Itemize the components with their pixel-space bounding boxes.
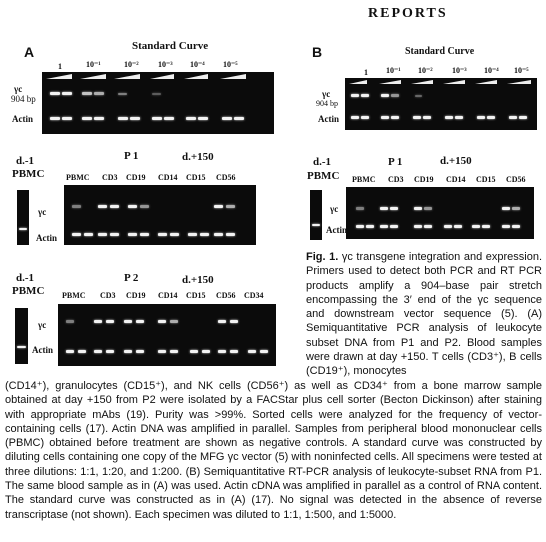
panel-a-p2-d150: d.+150 [182, 274, 214, 286]
dilution-label: 10⁻⁵ [514, 66, 529, 75]
panel-a-p2-gamma-label: γc [38, 320, 47, 330]
dilution-label: 10⁻² [124, 60, 139, 69]
panel-a-p1-gamma-label: γc [38, 207, 47, 217]
caption-right-text: γc transgene integration and expression. Primers used to detect both PCR and RT PCR products amplify a 904–base pair stretch encompassing the 3′ end of the γc sequence and downstream vector sequence (5). (A) Semiquantitative PCR analysis of leukocyte subset DNA from P1 and P2. Blood samples were drawn at day +150. T cells (CD3⁺), B cells (CD19⁺), monocytes [306, 251, 543, 378]
lane-label: CD3 [388, 175, 404, 184]
dilution-label: 10⁻⁴ [484, 66, 499, 75]
lane-label: CD56 [216, 173, 236, 182]
panel-a-curve-title: Standard Curve [132, 40, 209, 52]
panel-b-standard-curve-gel [345, 78, 537, 130]
caption-full [5, 379, 542, 522]
panel-a-p1-actin-label: Actin [36, 233, 57, 243]
panel-a-p2-gel [58, 304, 276, 366]
panel-b-p1-gamma-label: γc [330, 204, 339, 214]
dilution-label: 10⁻³ [452, 66, 467, 75]
section-header: REPORTS [368, 6, 448, 21]
dilution-label: 1 [58, 62, 62, 71]
lane-label: CD15 [476, 175, 496, 184]
dilution-label: 10⁻¹ [86, 60, 101, 69]
lane-label: PBMC [62, 291, 86, 300]
lane-label: CD14 [158, 291, 178, 300]
lane-label: CD19 [126, 291, 146, 300]
lane-label: PBMC [66, 173, 90, 182]
lane-label: CD56 [506, 175, 526, 184]
panel-a-p1-dminus1: d.-1 [16, 155, 35, 167]
panel-b-p1-title: P 1 [388, 156, 403, 168]
panel-a-gamma-label: γc [14, 84, 23, 94]
lane-label: CD3 [100, 291, 116, 300]
panel-a-p1-title: P 1 [124, 150, 139, 162]
fig-label: Fig. 1. [306, 251, 339, 263]
panel-b-p1-d150: d.+150 [440, 155, 472, 167]
panel-a-p2-dminus1: d.-1 [16, 272, 35, 284]
dilution-label: 1 [364, 68, 368, 77]
lane-label: CD34 [244, 291, 264, 300]
lane-label: CD15 [186, 173, 206, 182]
lane-label: PBMC [352, 175, 376, 184]
panel-a-standard-curve-gel [42, 72, 274, 134]
panel-a-p1-gel [64, 185, 256, 245]
dilution-label: 10⁻⁴ [190, 60, 205, 69]
panel-a-p1-pbmc: PBMC [12, 168, 45, 180]
panel-b-p1-actin-label: Actin [326, 225, 347, 235]
panel-b-p1-pbmc: PBMC [307, 170, 340, 182]
dilution-label: 10⁻³ [158, 60, 173, 69]
caption-full-text: (CD14⁺), granulocytes (CD15⁺), and NK cells (CD56⁺) as well as CD34⁺ from a bone marrow sample obtained at day +150 from P2 were isolated by a FACStar plus cell sorter (Becton Dickinson) after staining with appropriate mAbs (19). Purity was >99%. Sorted cells were analyzed for the frequency of vector-containing cells (17). Actin DNA was amplified in parallel. Samples from peripheral blood mononuclear cells (PBMC) obtained before treatment are shown as negative controls. A standard curve was constructed by diluting cells containing one copy of the MFG γc vector (5) with noninfected cells. All specimens were tested at three dilutions: 1:1, 1:20, and 1:200. (B) Semiquantitative RT-PCR analysis of leukocyte-subset RNA from P1. The same blood sample as in (A) was used. Actin cDNA was amplified in parallel as a control of RNA content. The standard curve was constructed as in (A) (17). No signal was detected in the absence of reverse transcriptase (not shown). Each specimen was diluted to 1:1, 1:500, and 1:5000. [5, 380, 542, 521]
panel-b-p1-dminus1: d.-1 [313, 156, 332, 168]
panel-a-p1-d150: d.+150 [182, 151, 214, 163]
dilution-label: 10⁻⁵ [223, 60, 238, 69]
panel-b-bp-label: 904 bp [316, 99, 338, 108]
panel-a-p2-title: P 2 [124, 272, 139, 284]
panel-a-p2-pbmc-gel [15, 308, 28, 364]
lane-label: CD15 [186, 291, 206, 300]
panel-b-actin-label: Actin [318, 114, 339, 124]
panel-a-bp-label: 904 bp [11, 94, 36, 104]
dilution-label: 10⁻² [418, 66, 433, 75]
lane-label: CD19 [126, 173, 146, 182]
lane-label: CD56 [216, 291, 236, 300]
panel-a-letter: A [24, 44, 35, 60]
lane-label: CD3 [102, 173, 118, 182]
panel-b-gamma-label: γc [322, 89, 331, 99]
panel-a-actin-label: Actin [12, 114, 33, 124]
panel-b-letter: B [312, 44, 323, 60]
caption-right [306, 250, 542, 379]
panel-a-p2-pbmc: PBMC [12, 285, 45, 297]
panel-a-p1-pbmc-gel [17, 190, 29, 245]
panel-b-p1-pbmc-gel [310, 190, 322, 240]
lane-label: CD14 [446, 175, 466, 184]
panel-a-p2-actin-label: Actin [32, 345, 53, 355]
lane-label: CD14 [158, 173, 178, 182]
panel-b-curve-title: Standard Curve [405, 46, 475, 57]
dilution-label: 10⁻¹ [386, 66, 401, 75]
lane-label: CD19 [414, 175, 434, 184]
panel-b-p1-gel [346, 187, 534, 239]
